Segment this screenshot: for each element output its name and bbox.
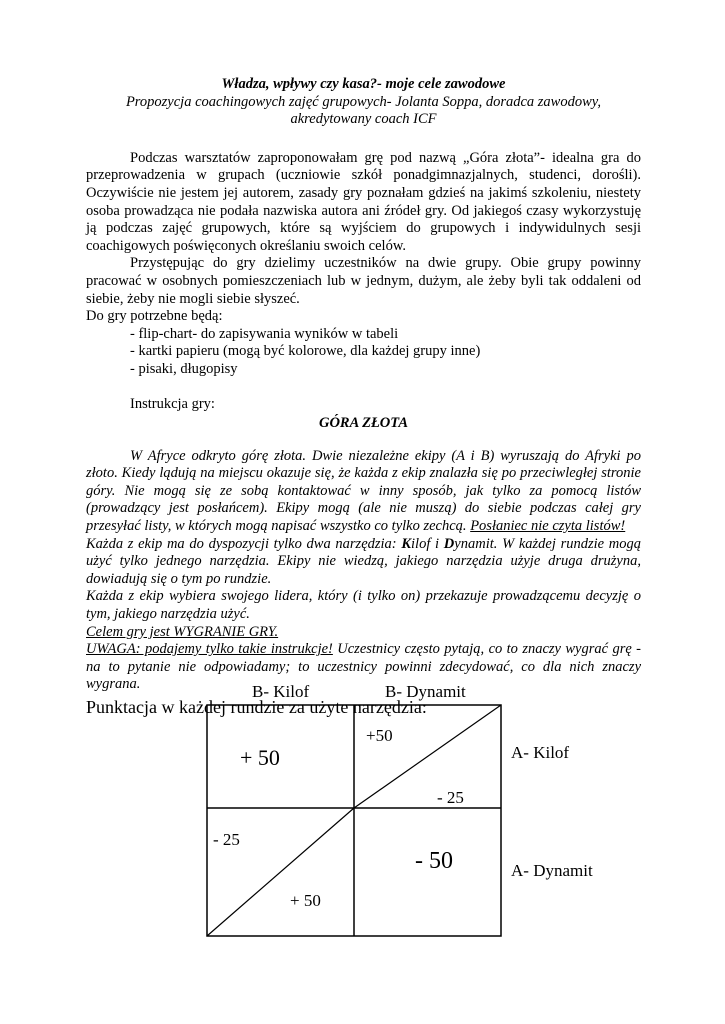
document-subtitle-line1: Propozycja coachingowych zajęć grupowych- Jolanta Soppa, doradca zawodowy, — [125, 93, 602, 110]
warning-underlined: UWAGA: podajemy tylko takie instrukcje! — [86, 641, 333, 658]
kilof-initial: K — [401, 535, 412, 552]
game-warning — [86, 641, 641, 694]
intro-paragraph-1: Podczas warsztatów zaproponowałam grę pod nazwą „Góra złota”- idealna gra do przeprowadzenia w grupach (uczniowie szkół ponadgimnazjalnych, studenci, dorośli). Oczywiście nie jestem jej autorem, zasady gry poznałam gdzieś na jakimś szkoleniu, niestety osoba prowadząca nie podała nazwiska autora ani źródeł gry. Od jakiegoś czasy wykorzystuję ją podczas zajęć grupowych, które są wyjściem do grupowych i indywidulnych sesji coachigowych poświęconych określaniu swoich celów. — [86, 149, 641, 254]
column-header-b-kilof: B- Kilof — [252, 682, 310, 701]
diagonal-top-right — [354, 705, 501, 808]
game-paragraph-1 — [86, 448, 641, 536]
row-header-a-kilof: A- Kilof — [511, 743, 570, 762]
scoring-table-grid — [206, 704, 502, 937]
diagonal-bottom-left — [207, 808, 354, 936]
game-paragraph-3: Każda z ekip wybiera swojego lidera, który (i tylko on) przekazuje prowadzącemu decyzję o tym, jakiego narzędzia użyć. — [86, 588, 641, 623]
tools-and: i — [430, 535, 444, 552]
cell-kilof-dynamit-bottom: - 25 — [437, 788, 464, 807]
document-body — [86, 76, 641, 718]
dynamit-rest: ynamit — [454, 535, 494, 552]
scoring-title: Punktacja w każdej rundzie za użyte narzędzia: — [86, 697, 427, 717]
needs-list — [86, 326, 641, 379]
intro-paragraph-2: Przystępując do gry dzielimy uczestników na dwie grupy. Obie grupy powinny pracować w osobnych pomieszczeniach lub w jednym, dużym, ale żeby byli tak oddaleni od siebie, żeby nie mogli siebie słyszeć. — [86, 255, 641, 307]
game-paragraph-1-text: W Afryce odkryto górę złota. Dwie niezależne ekipy (A i B) wyruszają do Afryki po złoto. Kiedy lądują na miejscu okazuje się, że każda z ekip znalazła się po przeciwległej stronie góry. Nie mogą się ze sobą kontaktować w inny sposób, jak tylko za pomocą listów (prowadzący jest posłańcem). Ekipy mogą (ale nie muszą) do siebie podczas całej gry przesyłać listy, w których mogą napisać wszystko co tylko zechcą. — [86, 447, 641, 535]
messenger-note: Posłaniec nie czyta listów! — [470, 518, 626, 535]
needs-label: Do gry potrzebne będą: — [86, 308, 223, 325]
game-title: GÓRA ZŁOTA — [318, 415, 409, 432]
game-paragraph-2 — [86, 536, 641, 589]
warning-rest: Uczestnicy często pytają, co to znaczy wygrać grę - na to pytanie nie odpowiadamy; to uczestnicy powinni zdecydować, co dla nich znaczy wygrana. — [86, 641, 641, 693]
dynamit-initial: D — [443, 535, 455, 552]
document-title: Władza, wpływy czy kasa?- moje cele zawodowe — [221, 76, 506, 92]
tools-intro: Każda z ekip ma do dyspozycji tylko dwa narzędzia: — [86, 535, 402, 552]
document-subtitle-line2: akredytowany coach ICF — [290, 111, 437, 128]
tools-rules: . W każdej rundzie mogą użyć tylko jednego narzędzia. Ekipy nie wiedzą, jakiego narzędzia użyje druga drużyna, dowiadują się o tym po rundzie. — [86, 535, 642, 587]
row-header-a-dynamit: A- Dynamit — [511, 861, 593, 880]
cell-kilof-kilof: + 50 — [240, 745, 280, 770]
cell-dynamit-kilof-top: - 25 — [213, 830, 240, 849]
cell-dynamit-dynamit: - 50 — [415, 848, 453, 874]
list-item: - kartki papieru (mogą być kolorowe, dla każdej grupy inne) — [130, 343, 481, 360]
list-item: - flip-chart- do zapisywania wyników w tabeli — [130, 325, 399, 342]
list-item: - pisaki, długopisy — [130, 360, 238, 377]
kilof-rest: ilof — [411, 535, 431, 552]
cell-kilof-dynamit-top: +50 — [366, 726, 393, 745]
cell-dynamit-kilof-bottom: + 50 — [290, 891, 321, 910]
instruction-label: Instrukcja gry: — [130, 395, 215, 412]
game-goal: Celem gry jest WYGRANIE GRY. — [86, 623, 279, 640]
column-header-b-dynamit: B- Dynamit — [385, 682, 466, 701]
